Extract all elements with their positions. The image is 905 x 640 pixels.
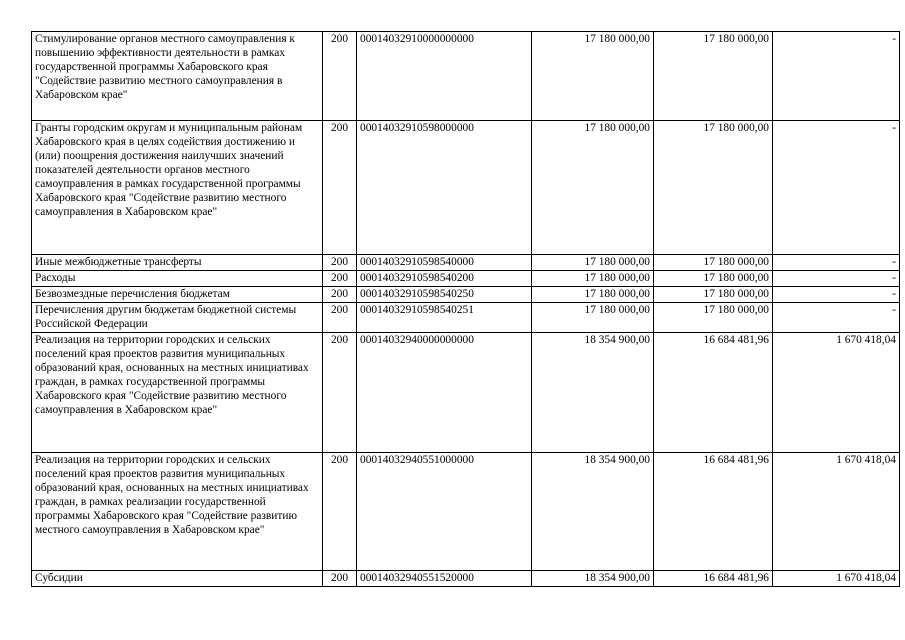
line-code: 200	[323, 121, 357, 255]
table-row	[32, 571, 900, 587]
table-row	[32, 271, 900, 287]
approved-amount: 17 180 000,00	[532, 32, 654, 121]
classification-code: 00014032910598540250	[357, 287, 532, 303]
classification-code: 00014032910598540251	[357, 303, 532, 333]
expense-name: Субсидии	[32, 571, 323, 587]
budget-execution-table	[31, 31, 900, 587]
table-row	[32, 255, 900, 271]
unexecuted-amount: -	[773, 287, 900, 303]
unexecuted-amount: -	[773, 271, 900, 287]
unexecuted-amount: 1 670 418,04	[773, 333, 900, 453]
unexecuted-amount: 1 670 418,04	[773, 453, 900, 571]
approved-amount: 17 180 000,00	[532, 255, 654, 271]
line-code: 200	[323, 255, 357, 271]
table-row	[32, 453, 900, 571]
expense-name: Перечисления другим бюджетам бюджетной системы Российской Федерации	[32, 303, 323, 333]
line-code: 200	[323, 333, 357, 453]
approved-amount: 18 354 900,00	[532, 453, 654, 571]
approved-amount: 17 180 000,00	[532, 121, 654, 255]
unexecuted-amount: -	[773, 255, 900, 271]
line-code: 200	[323, 303, 357, 333]
classification-code: 00014032910000000000	[357, 32, 532, 121]
approved-amount: 18 354 900,00	[532, 571, 654, 587]
approved-amount: 18 354 900,00	[532, 333, 654, 453]
expense-name: Иные межбюджетные трансферты	[32, 255, 323, 271]
executed-amount: 17 180 000,00	[654, 255, 773, 271]
table-row	[32, 333, 900, 453]
approved-amount: 17 180 000,00	[532, 287, 654, 303]
line-code: 200	[323, 32, 357, 121]
expense-name: Гранты городским округам и муниципальным районам Хабаровского края в целях содействия достижению и (или) поощрения достижения наилучших значений показателей деятельности органов местного самоуправления в рамках государственной программы Хабаровского края "Содействие развитию местного самоуправления в Хабаровском крае"	[32, 121, 323, 255]
classification-code: 00014032940000000000	[357, 333, 532, 453]
executed-amount: 17 180 000,00	[654, 32, 773, 121]
executed-amount: 17 180 000,00	[654, 271, 773, 287]
expense-name: Расходы	[32, 271, 323, 287]
classification-code: 00014032940551000000	[357, 453, 532, 571]
classification-code: 00014032910598000000	[357, 121, 532, 255]
line-code: 200	[323, 287, 357, 303]
unexecuted-amount: -	[773, 303, 900, 333]
line-code: 200	[323, 571, 357, 587]
unexecuted-amount: -	[773, 32, 900, 121]
unexecuted-amount: 1 670 418,04	[773, 571, 900, 587]
table-row	[32, 32, 900, 121]
classification-code: 00014032910598540200	[357, 271, 532, 287]
table-row	[32, 303, 900, 333]
line-code: 200	[323, 271, 357, 287]
expense-name: Реализация на территории городских и сельских поселений края проектов развития муниципальных образований края, основанных на местных инициативах граждан, в рамках реализации государственной программы Хабаровского края "Содействие развитию местного самоуправления в Хабаровском крае"	[32, 453, 323, 571]
line-code: 200	[323, 453, 357, 571]
executed-amount: 16 684 481,96	[654, 333, 773, 453]
executed-amount: 16 684 481,96	[654, 571, 773, 587]
executed-amount: 17 180 000,00	[654, 287, 773, 303]
approved-amount: 17 180 000,00	[532, 271, 654, 287]
executed-amount: 16 684 481,96	[654, 453, 773, 571]
table-row	[32, 121, 900, 255]
expense-name: Стимулирование органов местного самоуправления к повышению эффективности деятельности в рамках государственной программы Хабаровского края "Содействие развитию местного самоуправления в Хабаровском крае"	[32, 32, 323, 121]
executed-amount: 17 180 000,00	[654, 121, 773, 255]
expense-name: Безвозмездные перечисления бюджетам	[32, 287, 323, 303]
unexecuted-amount: -	[773, 121, 900, 255]
executed-amount: 17 180 000,00	[654, 303, 773, 333]
approved-amount: 17 180 000,00	[532, 303, 654, 333]
classification-code: 00014032910598540000	[357, 255, 532, 271]
expense-name: Реализация на территории городских и сельских поселений края проектов развития муниципальных образований края, основанных на местных инициативах граждан, в рамках государственной программы Хабаровского края "Содействие развитию местного самоуправления в Хабаровском крае"	[32, 333, 323, 453]
classification-code: 00014032940551520000	[357, 571, 532, 587]
table-row	[32, 287, 900, 303]
